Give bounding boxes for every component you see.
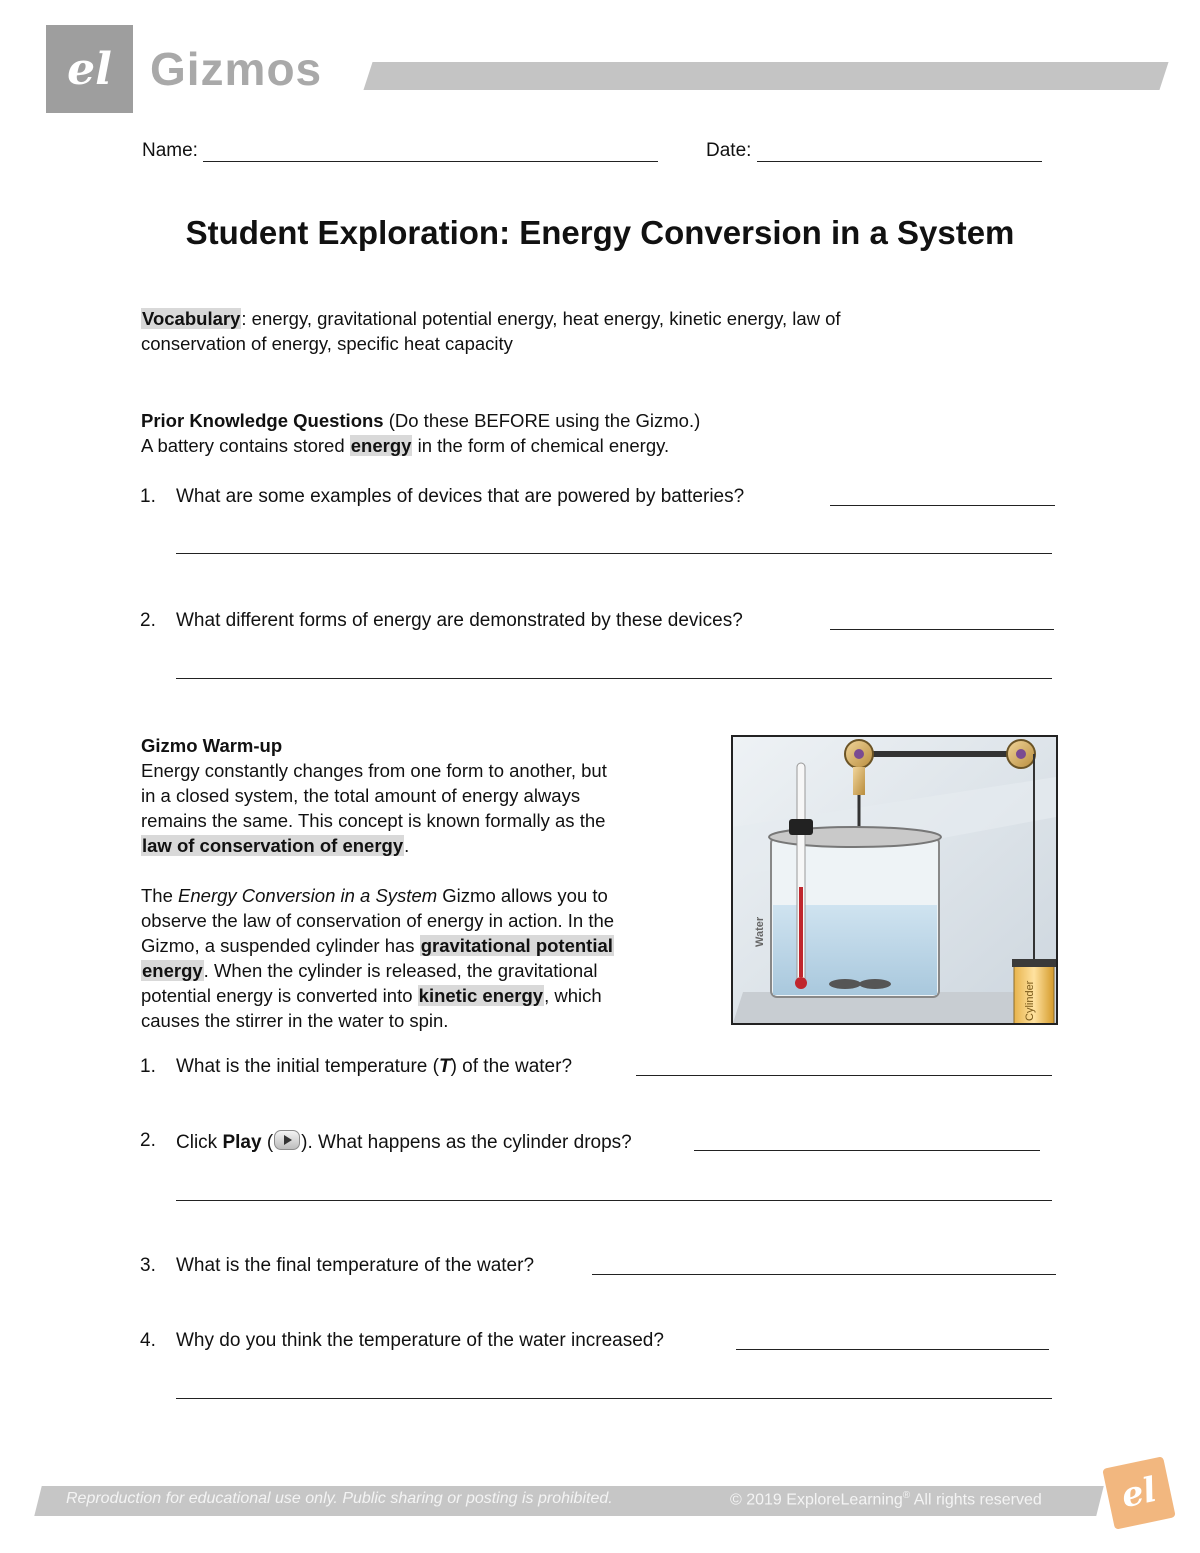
- name-label: Name:: [142, 140, 198, 161]
- vocabulary-label: Vocabulary: [142, 308, 241, 329]
- cylinder-label: Cylinder: [1024, 980, 1036, 1021]
- header-bar: [363, 62, 1168, 90]
- water-label: Water: [754, 916, 766, 947]
- brand-logo: [46, 25, 133, 113]
- answer-line[interactable]: [694, 1150, 1040, 1151]
- brand-logo-mark: el: [67, 43, 112, 95]
- page-title: Student Exploration: Energy Conversion in a System: [185, 214, 1015, 251]
- stirrer-housing: [853, 767, 865, 795]
- date-field[interactable]: [706, 140, 1042, 162]
- cylinder-cap: [1012, 959, 1056, 967]
- warmup-question-3: 3. What is the final temperature of the water?: [140, 1255, 535, 1276]
- vocabulary-block: Vocabulary: energy, gravitational potential energy, heat energy, kinetic energy, law of conservation of energy, specific heat capacity: [141, 306, 1041, 356]
- term-energy: energy: [350, 435, 412, 456]
- thermometer-mercury: [799, 887, 803, 977]
- warmup-heading: Gizmo Warm-up: [141, 735, 283, 756]
- answer-line[interactable]: [636, 1075, 1052, 1076]
- term-conservation: law of conservation of energy: [142, 835, 404, 856]
- answer-line[interactable]: [736, 1349, 1049, 1350]
- footer-copyright: © 2019 ExploreLearning® All rights reserved: [730, 1490, 1042, 1509]
- vocabulary-line2: conservation of energy, specific heat capacity: [141, 333, 513, 354]
- play-icon: [274, 1130, 300, 1150]
- footer-notice: Reproduction for educational use only. Public sharing or posting is prohibited.: [66, 1490, 613, 1507]
- stirrer-paddle-right: [859, 979, 891, 989]
- warmup-question-2: 2. Click Play ( ). What happens as the cylinder drops?: [140, 1130, 632, 1153]
- date-line[interactable]: [757, 143, 1042, 162]
- prior-knowledge-block: Prior Knowledge Questions (Do these BEFORE using the Gizmo.) A battery contains stored energy in the form of chemical energy.: [141, 410, 701, 456]
- gizmo-apparatus-illustration: [733, 737, 1056, 1023]
- name-field[interactable]: [142, 140, 658, 162]
- brand-name: Gizmos: [150, 43, 323, 95]
- answer-line[interactable]: [176, 1200, 1052, 1201]
- date-label: Date:: [706, 140, 752, 161]
- pulley-right-hub: [1016, 749, 1026, 759]
- pulley-rail: [859, 751, 1029, 757]
- stirrer-paddle-left: [829, 979, 861, 989]
- answer-line[interactable]: [830, 505, 1055, 506]
- footer-logo: [1102, 1456, 1176, 1530]
- prior-question-2: 2. What different forms of energy are demonstrated by these devices?: [140, 610, 743, 631]
- warmup-question-1: 1. What is the initial temperature (T) of the water?: [140, 1056, 573, 1077]
- play-label: Play: [222, 1132, 262, 1153]
- thermometer-stopper: [789, 819, 813, 835]
- answer-line[interactable]: [830, 629, 1054, 630]
- term-gpe-2: energy: [142, 960, 203, 981]
- thermometer-bulb: [795, 977, 807, 989]
- answer-line[interactable]: [176, 553, 1052, 554]
- answer-line[interactable]: [176, 1398, 1052, 1399]
- prior-question-1: 1. What are some examples of devices that are powered by batteries?: [140, 486, 745, 507]
- prior-heading: Prior Knowledge Questions: [141, 410, 384, 431]
- pulley-left-hub: [854, 749, 864, 759]
- gizmo-figure: [731, 735, 1058, 1025]
- term-gpe: gravitational potential: [420, 935, 613, 956]
- footer-logo-mark: el: [1117, 1469, 1161, 1517]
- name-line[interactable]: [203, 143, 658, 162]
- warmup-block: Gizmo Warm-up Energy constantly changes from one form to another, but in a closed system, the total amount of energy always remains the same. This concept is known formally as the law of conservation of energy. The Energy Conversion in a System Gizmo allows you to observe the law of conservation of energy in action. In the Gizmo, a suspended cylinder has gravitational potential energy. When the cylinder is released, the gravitational potential energy is converted into kinetic energy, which causes the stirrer in the water to spin.: [141, 733, 721, 1033]
- term-kinetic: kinetic energy: [418, 985, 544, 1006]
- warmup-question-4: 4. Why do you think the temperature of the water increased?: [140, 1330, 664, 1351]
- answer-line[interactable]: [176, 678, 1052, 679]
- answer-line[interactable]: [592, 1274, 1056, 1275]
